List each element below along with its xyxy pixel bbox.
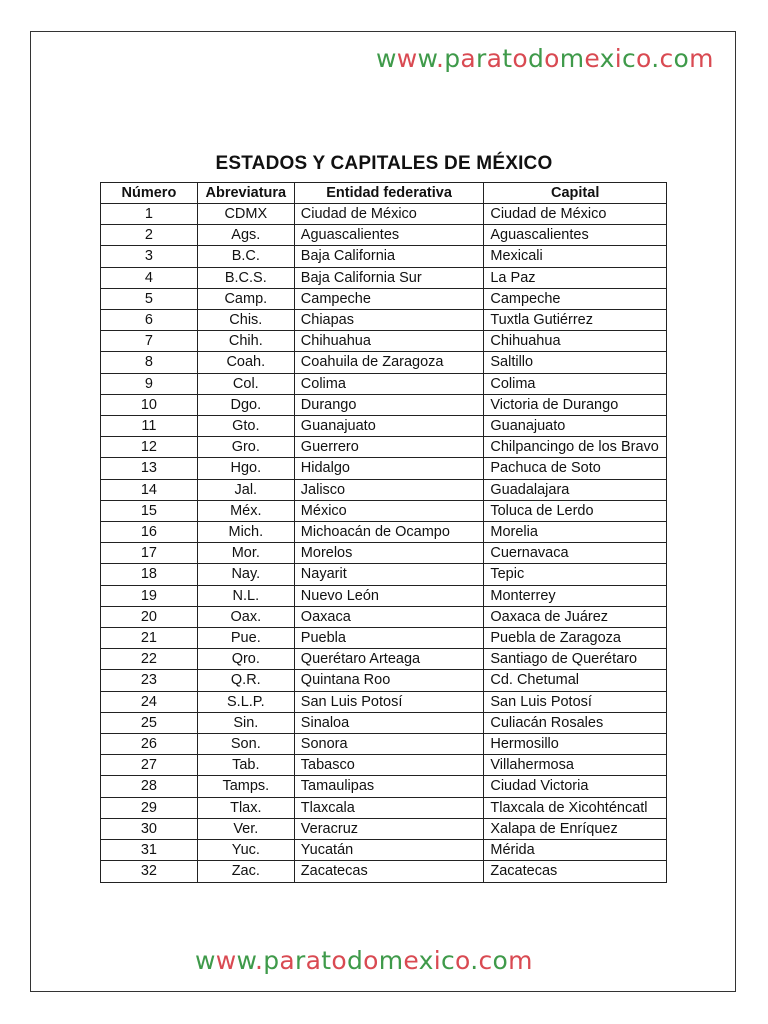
table-row	[101, 755, 667, 776]
cell-entidad: Quintana Roo	[294, 670, 484, 691]
cell-capital: Aguascalientes	[484, 225, 667, 246]
cell-numero: 27	[101, 755, 198, 776]
cell-entidad: México	[294, 500, 484, 521]
cell-numero: 14	[101, 479, 198, 500]
cell-capital: Puebla de Zaragoza	[484, 628, 667, 649]
table-row	[101, 606, 667, 627]
cell-abreviatura: Mich.	[197, 522, 294, 543]
states-table	[100, 182, 667, 883]
header-abreviatura: Abreviatura	[197, 183, 294, 204]
cell-abreviatura: Oax.	[197, 606, 294, 627]
table-body	[101, 204, 667, 883]
table-row	[101, 564, 667, 585]
table-row	[101, 691, 667, 712]
table-row	[101, 373, 667, 394]
cell-abreviatura: Jal.	[197, 479, 294, 500]
table-row	[101, 288, 667, 309]
cell-entidad: Yucatán	[294, 840, 484, 861]
table-row	[101, 267, 667, 288]
table-row	[101, 649, 667, 670]
table-row	[101, 734, 667, 755]
table-row	[101, 840, 667, 861]
cell-numero: 29	[101, 797, 198, 818]
cell-abreviatura: N.L.	[197, 585, 294, 606]
table-row	[101, 416, 667, 437]
cell-capital: Campeche	[484, 288, 667, 309]
cell-entidad: Aguascalientes	[294, 225, 484, 246]
cell-capital: Ciudad de México	[484, 204, 667, 225]
cell-entidad: Sonora	[294, 734, 484, 755]
cell-capital: Saltillo	[484, 352, 667, 373]
cell-capital: Tepic	[484, 564, 667, 585]
cell-numero: 17	[101, 543, 198, 564]
cell-entidad: Morelos	[294, 543, 484, 564]
brand-watermark-top: www.paratodomexico.com	[376, 44, 714, 73]
cell-capital: Monterrey	[484, 585, 667, 606]
cell-abreviatura: Coah.	[197, 352, 294, 373]
table-row	[101, 861, 667, 882]
cell-abreviatura: Mor.	[197, 543, 294, 564]
cell-entidad: Guerrero	[294, 437, 484, 458]
cell-abreviatura: Tamps.	[197, 776, 294, 797]
cell-abreviatura: Chis.	[197, 310, 294, 331]
table-row	[101, 522, 667, 543]
cell-capital: Cuernavaca	[484, 543, 667, 564]
cell-abreviatura: CDMX	[197, 204, 294, 225]
cell-capital: Chihuahua	[484, 331, 667, 352]
cell-numero: 22	[101, 649, 198, 670]
cell-entidad: Zacatecas	[294, 861, 484, 882]
cell-numero: 12	[101, 437, 198, 458]
cell-entidad: Nuevo León	[294, 585, 484, 606]
cell-abreviatura: Yuc.	[197, 840, 294, 861]
header-entidad: Entidad federativa	[294, 183, 484, 204]
cell-numero: 31	[101, 840, 198, 861]
cell-entidad: San Luis Potosí	[294, 691, 484, 712]
cell-entidad: Tlaxcala	[294, 797, 484, 818]
cell-entidad: Querétaro Arteaga	[294, 649, 484, 670]
cell-numero: 5	[101, 288, 198, 309]
cell-abreviatura: Ver.	[197, 818, 294, 839]
cell-numero: 21	[101, 628, 198, 649]
cell-abreviatura: B.C.S.	[197, 267, 294, 288]
cell-capital: Pachuca de Soto	[484, 458, 667, 479]
cell-abreviatura: Qro.	[197, 649, 294, 670]
cell-numero: 24	[101, 691, 198, 712]
cell-entidad: Campeche	[294, 288, 484, 309]
cell-numero: 7	[101, 331, 198, 352]
table-row	[101, 543, 667, 564]
cell-entidad: Michoacán de Ocampo	[294, 522, 484, 543]
cell-entidad: Chiapas	[294, 310, 484, 331]
cell-numero: 16	[101, 522, 198, 543]
cell-capital: Guanajuato	[484, 416, 667, 437]
cell-entidad: Nayarit	[294, 564, 484, 585]
table-row	[101, 776, 667, 797]
table-row	[101, 204, 667, 225]
cell-numero: 20	[101, 606, 198, 627]
header-capital: Capital	[484, 183, 667, 204]
cell-capital: Morelia	[484, 522, 667, 543]
cell-numero: 8	[101, 352, 198, 373]
table-row	[101, 479, 667, 500]
cell-numero: 25	[101, 712, 198, 733]
cell-abreviatura: Q.R.	[197, 670, 294, 691]
cell-entidad: Ciudad de México	[294, 204, 484, 225]
cell-numero: 6	[101, 310, 198, 331]
cell-numero: 23	[101, 670, 198, 691]
cell-entidad: Colima	[294, 373, 484, 394]
cell-numero: 18	[101, 564, 198, 585]
cell-abreviatura: Camp.	[197, 288, 294, 309]
cell-capital: La Paz	[484, 267, 667, 288]
cell-abreviatura: S.L.P.	[197, 691, 294, 712]
header-numero: Número	[101, 183, 198, 204]
cell-entidad: Veracruz	[294, 818, 484, 839]
cell-abreviatura: Pue.	[197, 628, 294, 649]
cell-abreviatura: Méx.	[197, 500, 294, 521]
cell-capital: Ciudad Victoria	[484, 776, 667, 797]
cell-numero: 19	[101, 585, 198, 606]
cell-numero: 11	[101, 416, 198, 437]
cell-capital: Hermosillo	[484, 734, 667, 755]
cell-abreviatura: B.C.	[197, 246, 294, 267]
cell-abreviatura: Sin.	[197, 712, 294, 733]
table-row	[101, 352, 667, 373]
cell-abreviatura: Chih.	[197, 331, 294, 352]
table-row	[101, 394, 667, 415]
table-row	[101, 818, 667, 839]
cell-entidad: Tabasco	[294, 755, 484, 776]
cell-capital: Xalapa de Enríquez	[484, 818, 667, 839]
table-row	[101, 797, 667, 818]
cell-capital: San Luis Potosí	[484, 691, 667, 712]
table-row	[101, 437, 667, 458]
table-row	[101, 331, 667, 352]
cell-entidad: Durango	[294, 394, 484, 415]
cell-entidad: Jalisco	[294, 479, 484, 500]
cell-abreviatura: Gro.	[197, 437, 294, 458]
table-row	[101, 628, 667, 649]
cell-capital: Cd. Chetumal	[484, 670, 667, 691]
cell-entidad: Guanajuato	[294, 416, 484, 437]
cell-entidad: Baja California	[294, 246, 484, 267]
table-row	[101, 225, 667, 246]
cell-capital: Mérida	[484, 840, 667, 861]
cell-abreviatura: Zac.	[197, 861, 294, 882]
cell-entidad: Chihuahua	[294, 331, 484, 352]
cell-capital: Mexicali	[484, 246, 667, 267]
table-row	[101, 712, 667, 733]
table-row	[101, 246, 667, 267]
cell-numero: 2	[101, 225, 198, 246]
cell-abreviatura: Hgo.	[197, 458, 294, 479]
brand-watermark-bottom: www.paratodomexico.com	[195, 946, 533, 975]
cell-capital: Culiacán Rosales	[484, 712, 667, 733]
cell-capital: Chilpancingo de los Bravo	[484, 437, 667, 458]
cell-numero: 32	[101, 861, 198, 882]
cell-capital: Villahermosa	[484, 755, 667, 776]
cell-numero: 10	[101, 394, 198, 415]
cell-abreviatura: Ags.	[197, 225, 294, 246]
page-title: ESTADOS Y CAPITALES DE MÉXICO	[215, 152, 553, 174]
cell-capital: Zacatecas	[484, 861, 667, 882]
table-row	[101, 310, 667, 331]
cell-capital: Tlaxcala de Xicohténcatl	[484, 797, 667, 818]
table-row	[101, 670, 667, 691]
cell-numero: 4	[101, 267, 198, 288]
cell-entidad: Baja California Sur	[294, 267, 484, 288]
table-row	[101, 585, 667, 606]
cell-capital: Oaxaca de Juárez	[484, 606, 667, 627]
cell-capital: Victoria de Durango	[484, 394, 667, 415]
cell-capital: Santiago de Querétaro	[484, 649, 667, 670]
cell-entidad: Coahuila de Zaragoza	[294, 352, 484, 373]
table-row	[101, 458, 667, 479]
cell-entidad: Sinaloa	[294, 712, 484, 733]
cell-entidad: Oaxaca	[294, 606, 484, 627]
cell-numero: 9	[101, 373, 198, 394]
cell-entidad: Puebla	[294, 628, 484, 649]
cell-abreviatura: Dgo.	[197, 394, 294, 415]
cell-entidad: Tamaulipas	[294, 776, 484, 797]
table-header-row	[101, 183, 667, 204]
cell-abreviatura: Col.	[197, 373, 294, 394]
cell-capital: Toluca de Lerdo	[484, 500, 667, 521]
table-row	[101, 500, 667, 521]
cell-numero: 30	[101, 818, 198, 839]
cell-abreviatura: Tab.	[197, 755, 294, 776]
cell-numero: 3	[101, 246, 198, 267]
cell-numero: 1	[101, 204, 198, 225]
cell-capital: Colima	[484, 373, 667, 394]
cell-capital: Tuxtla Gutiérrez	[484, 310, 667, 331]
cell-numero: 26	[101, 734, 198, 755]
cell-numero: 28	[101, 776, 198, 797]
cell-capital: Guadalajara	[484, 479, 667, 500]
cell-abreviatura: Son.	[197, 734, 294, 755]
cell-numero: 15	[101, 500, 198, 521]
cell-entidad: Hidalgo	[294, 458, 484, 479]
cell-abreviatura: Gto.	[197, 416, 294, 437]
cell-abreviatura: Tlax.	[197, 797, 294, 818]
cell-abreviatura: Nay.	[197, 564, 294, 585]
cell-numero: 13	[101, 458, 198, 479]
